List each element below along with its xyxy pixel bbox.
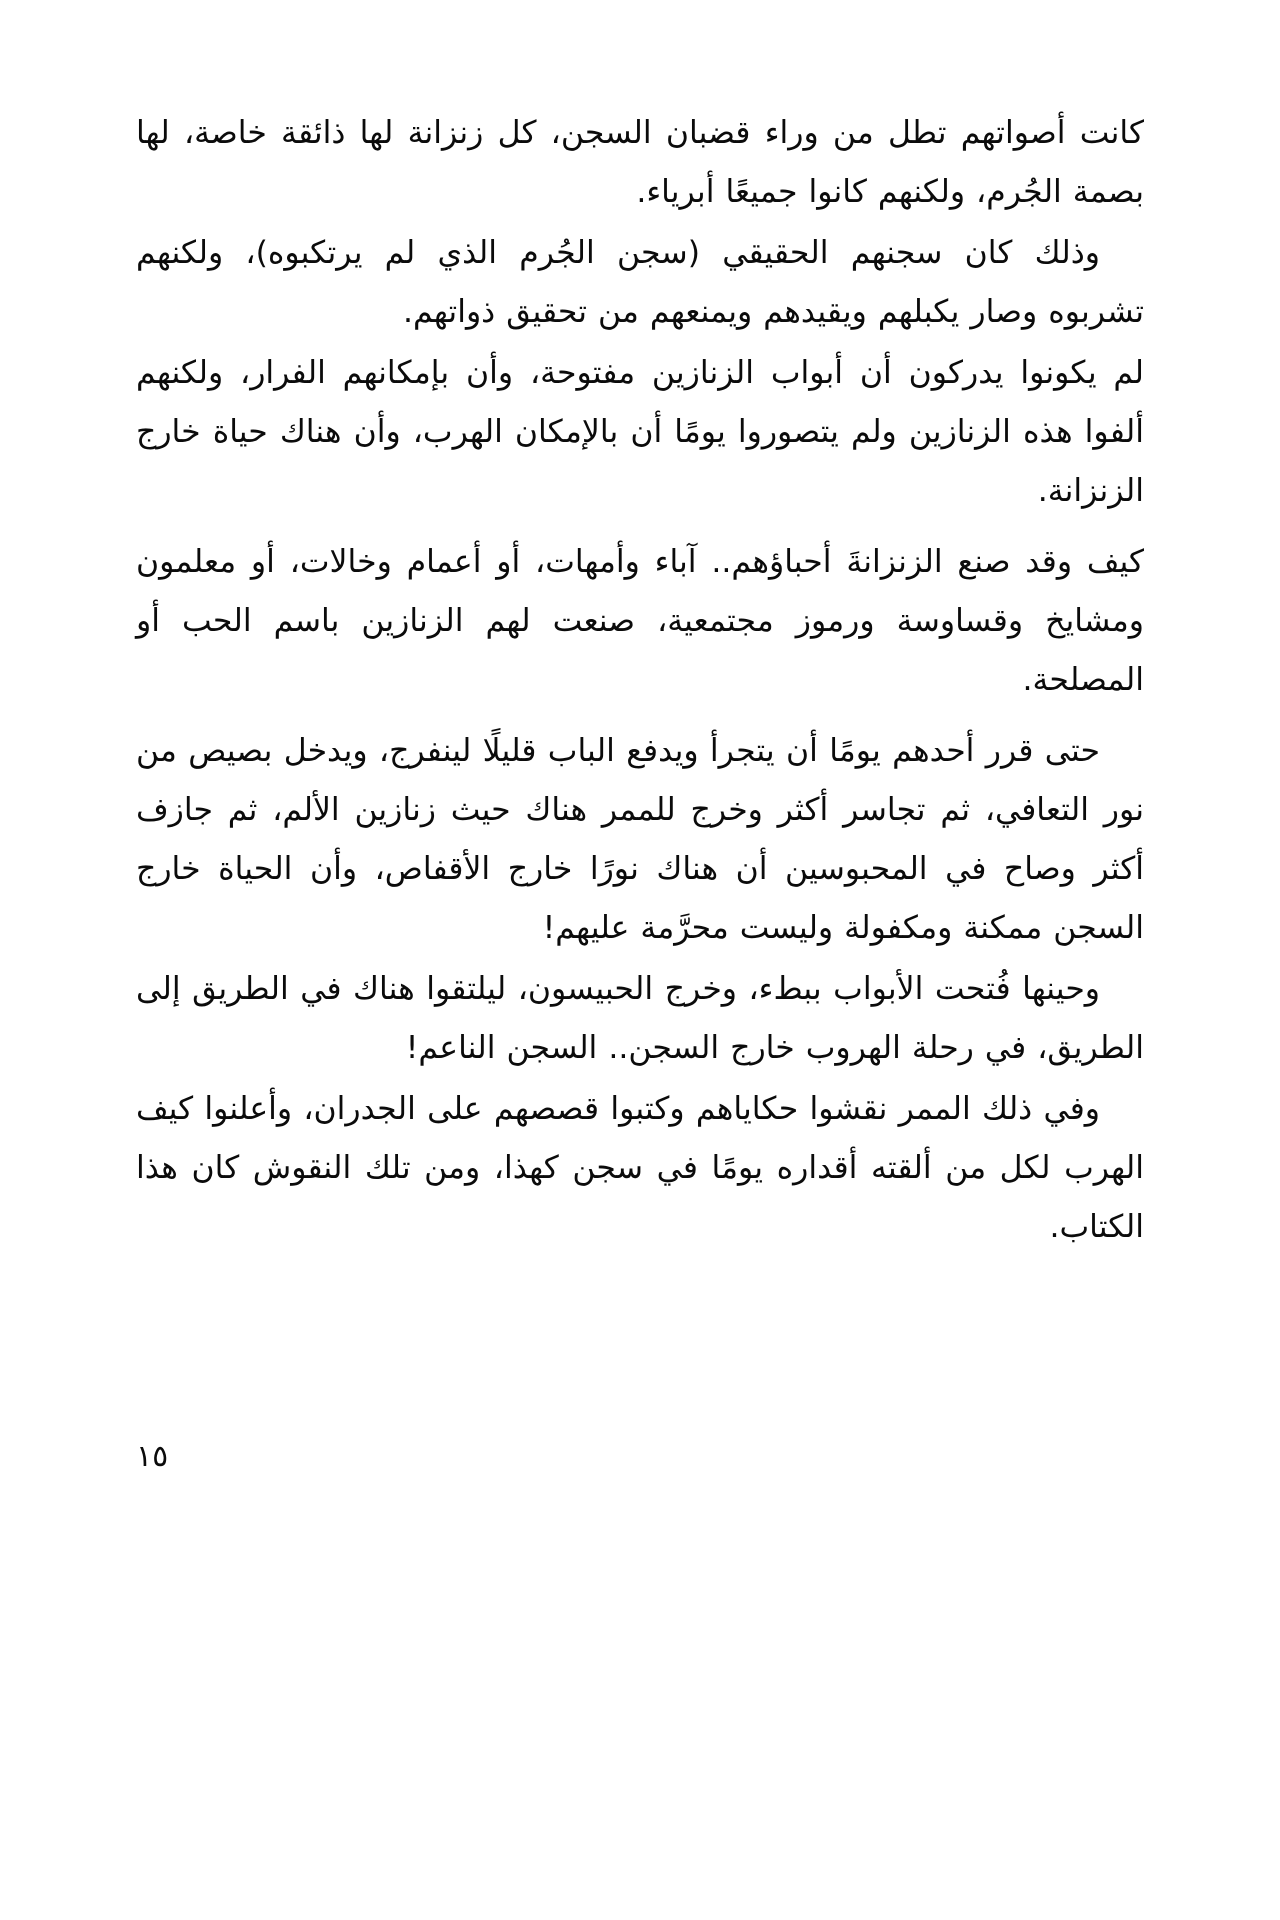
paragraph-2: وذلك كان سجنهم الحقيقي (سجن الجُرم الذي لم يرتكبوه)، ولكنهم تشربوه وصار يكبلهم ويقيدهم ويمنعهم من تحقيق ذواتهم. xyxy=(136,235,1144,330)
paragraph-5: حتى قرر أحدهم يومًا أن يتجرأ ويدفع الباب قليلًا لينفرج، ويدخل بصيص من نور التعافي، ثم تجاسر أكثر وخرج للممر هناك حيث زنازين الألم، ثم جازف أكثر وصاح في المحبوسين أن هناك نورًا خارج الأقفاص، وأن الحياة خارج السجن ممكنة ومكفولة وليست محرَّمة عليهم! xyxy=(136,733,1144,946)
paragraph-4: كيف وقد صنع الزنزانةَ أحباؤهم.. آباء وأمهات، أو أعمام وخالات، أو معلمون ومشايخ وقساوسة ورموز مجتمعية، صنعت لهم الزنازين باسم الحب أو المصلحة. xyxy=(136,544,1144,698)
page-number: ١٥ xyxy=(136,1439,169,1474)
paragraph-7: وفي ذلك الممر نقشوا حكاياهم وكتبوا قصصهم على الجدران، وأعلنوا كيف الهرب لكل من ألقته أقداره يومًا في سجن كهذا، ومن تلك النقوش كان هذا الكتاب. xyxy=(136,1091,1144,1245)
paragraph-6: وحينها فُتحت الأبواب ببطء، وخرج الحبيسون، ليلتقوا هناك في الطريق إلى الطريق، في رحلة الهروب خارج السجن.. السجن الناعم! xyxy=(136,971,1144,1066)
paragraph-1: كانت أصواتهم تطل من وراء قضبان السجن، كل زنزانة لها ذائقة خاصة، لها بصمة الجُرم، ولكنهم كانوا جميعًا أبرياء. xyxy=(136,115,1144,210)
page-text-column xyxy=(136,104,1144,1257)
paragraph-3: لم يكونوا يدركون أن أبواب الزنازين مفتوحة، وأن بإمكانهم الفرار، ولكنهم ألفوا هذه الزنازين ولم يتصوروا يومًا أن بالإمكان الهرب، وأن هناك حياة خارج الزنزانة. xyxy=(136,355,1144,509)
